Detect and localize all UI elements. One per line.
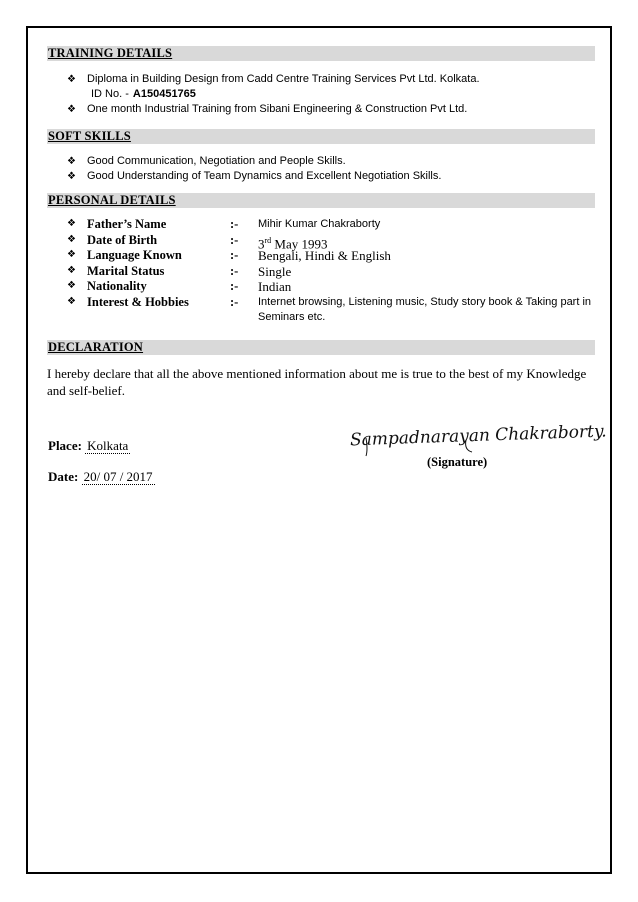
personal-row-father: [47, 217, 595, 233]
signature-image: [346, 416, 608, 456]
list-item: ❖ One month Industrial Training from Sibani Engineering & Construction Pvt Ltd.: [67, 103, 468, 115]
personal-heading: PERSONAL DETAILS: [47, 193, 595, 208]
separator: :-: [230, 279, 239, 293]
personal-row-dob: [47, 233, 595, 249]
id-label: ID No. -: [91, 88, 129, 100]
declaration-text: I hereby declare that all the above mentioned information about me is true to the best of my Knowledge and self-belief.: [47, 365, 587, 398]
father-label: Father’s Name: [87, 217, 167, 231]
separator: :-: [230, 294, 239, 309]
diamond-bullet-icon: ❖: [67, 156, 76, 167]
soft-skills-list: [47, 154, 595, 184]
place-label: Place:: [48, 438, 82, 453]
diamond-bullet-icon: ❖: [67, 295, 76, 307]
date-value: 20/ 07 / 2017: [83, 469, 153, 484]
interest-label: Interest & Hobbies: [87, 294, 189, 309]
resume-content: [47, 46, 595, 399]
separator: :-: [230, 248, 239, 262]
personal-details: [47, 217, 595, 327]
declaration-heading: DECLARATION: [47, 340, 595, 355]
diamond-bullet-icon: ❖: [67, 280, 76, 291]
separator: :-: [230, 263, 239, 278]
marital-label: Marital Status: [87, 263, 165, 278]
diamond-bullet-icon: ❖: [67, 264, 76, 276]
list-item: ❖ Good Understanding of Team Dynamics and Excellent Negotiation Skills.: [67, 170, 442, 182]
nationality-value: Indian: [258, 279, 292, 294]
language-label: Language Known: [87, 248, 182, 262]
personal-row-interest: [47, 295, 595, 327]
training-heading: TRAINING DETAILS: [47, 46, 595, 61]
place-value: Kolkata: [87, 438, 129, 453]
personal-row-language: [47, 248, 595, 264]
separator: :-: [230, 232, 239, 247]
date-label: Date:: [48, 469, 79, 484]
separator: :-: [230, 217, 239, 231]
language-value: Bengali, Hindi & English: [258, 248, 391, 263]
training-list: [47, 72, 595, 117]
personal-row-marital: [47, 264, 595, 280]
signature-caption: (Signature): [427, 455, 488, 469]
place-field: [48, 438, 130, 454]
father-value: Mihir Kumar Chakraborty: [258, 218, 381, 230]
nationality-label: Nationality: [87, 279, 147, 293]
diamond-bullet-icon: ❖: [67, 171, 76, 182]
diamond-bullet-icon: ❖: [67, 249, 76, 260]
soft-skills-heading: SOFT SKILLS: [47, 129, 595, 144]
id-value: A150451765: [132, 88, 196, 100]
personal-row-nationality: [47, 279, 595, 295]
dob-value: 3rd May 1993: [258, 235, 328, 251]
interest-value: Internet browsing, Listening music, Study story book & Taking part in Seminars etc.: [258, 295, 592, 323]
diamond-bullet-icon: ❖: [67, 233, 76, 245]
date-field: [48, 469, 155, 485]
marital-value: Single: [258, 263, 292, 279]
training-id: [47, 87, 595, 102]
diamond-bullet-icon: ❖: [67, 74, 76, 85]
svg-text:Sampadnarayan Chakraborty.: Sampadnarayan Chakraborty.: [349, 421, 608, 451]
dob-label: Date of Birth: [87, 232, 158, 247]
diamond-bullet-icon: ❖: [67, 218, 76, 229]
diamond-bullet-icon: ❖: [67, 104, 76, 115]
list-item: ❖ Good Communication, Negotiation and People Skills.: [67, 155, 346, 167]
list-item: ❖ Diploma in Building Design from Cadd Centre Training Services Pvt Ltd. Kolkata.: [67, 73, 480, 85]
